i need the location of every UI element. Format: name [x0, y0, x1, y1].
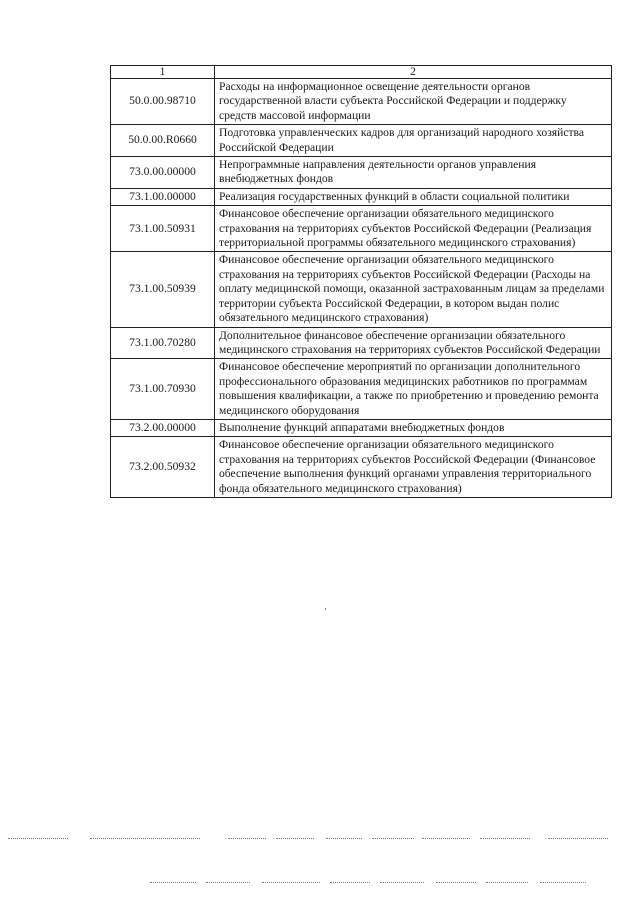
expense-description: Реализация государственных функций в области социальной политики [215, 188, 612, 205]
header-row [111, 66, 612, 79]
expense-description: Финансовое обеспечение организации обязательного медицинского страхования на территориях субъектов Российской Федерации (Реализация территориальной программы обязательного медицинского страхования) [215, 206, 612, 252]
column-header-1: 1 [111, 66, 215, 79]
scan-artifact-line [8, 838, 68, 839]
scan-artifact-line [150, 882, 196, 883]
scan-artifact-line [276, 838, 314, 839]
scan-artifact-line [422, 838, 470, 839]
budget-code: 73.0.00.00000 [111, 157, 215, 189]
table-row [111, 437, 612, 498]
expense-description: Расходы на информационное освещение деятельности органов государственной власти субъекта Российской Федерации и поддержку средств массовой информации [215, 79, 612, 125]
expense-description: Непрограммные направления деятельности органов управления внебюджетных фондов [215, 157, 612, 189]
budget-code: 73.1.00.70280 [111, 327, 215, 359]
scan-artifact-line [380, 882, 424, 883]
budget-code: 73.1.00.70930 [111, 359, 215, 420]
table-row [111, 252, 612, 327]
scan-artifact-line [90, 838, 200, 839]
table-row [111, 419, 612, 436]
budget-code: 50.0.00.98710 [111, 79, 215, 125]
table-row [111, 359, 612, 420]
expense-description: Выполнение функций аппаратами внебюджетных фондов [215, 419, 612, 436]
expense-description: Подготовка управленческих кадров для организаций народного хозяйства Российской Федерации [215, 125, 612, 157]
table-row [111, 79, 612, 125]
scan-artifact-line [480, 838, 530, 839]
scan-artifact-line [548, 838, 608, 839]
scan-artifact-line [206, 882, 250, 883]
table-row [111, 188, 612, 205]
scan-speck [325, 608, 326, 610]
scan-artifact-line [540, 882, 586, 883]
column-header-2: 2 [215, 66, 612, 79]
budget-code: 73.1.00.50931 [111, 206, 215, 252]
table-row [111, 157, 612, 189]
expense-description: Дополнительное финансовое обеспечение организации обязательного медицинского страхования на территориях субъектов Российской Федерации [215, 327, 612, 359]
scan-artifact-line [326, 838, 362, 839]
table-row [111, 327, 612, 359]
budget-code: 73.2.00.50932 [111, 437, 215, 498]
budget-code: 73.2.00.00000 [111, 419, 215, 436]
table-row [111, 206, 612, 252]
budget-classification-table [110, 65, 612, 498]
scan-artifact-line [330, 882, 370, 883]
budget-code: 73.1.00.00000 [111, 188, 215, 205]
scan-artifact-line [436, 882, 476, 883]
table-row [111, 125, 612, 157]
scan-artifact-line [372, 838, 414, 839]
budget-code: 50.0.00.R0660 [111, 125, 215, 157]
expense-description: Финансовое обеспечение организации обязательного медицинского страхования на территориях субъектов Российской Федерации (Расходы на оплату медицинской помощи, оказанной застрахованным лицам за пределами территории субъекта Российской Федерации, в котором выдан полис обязательного медицинского страхования) [215, 252, 612, 327]
scan-artifact-line [228, 838, 266, 839]
expense-description: Финансовое обеспечение организации обязательного медицинского страхования на территориях субъектов Российской Федерации (Финансовое обеспечение выполнения функций органами управления территориального фонда обязательного медицинского страхования) [215, 437, 612, 498]
table-body [111, 79, 612, 498]
budget-code: 73.1.00.50939 [111, 252, 215, 327]
scan-artifact-line [262, 882, 320, 883]
scan-artifact-line [486, 882, 528, 883]
expense-description: Финансовое обеспечение мероприятий по организации дополнительного профессионального образования медицинских работников по программам повышения квалификации, а также по приобретению и проведению ремонта медицинского оборудования [215, 359, 612, 420]
